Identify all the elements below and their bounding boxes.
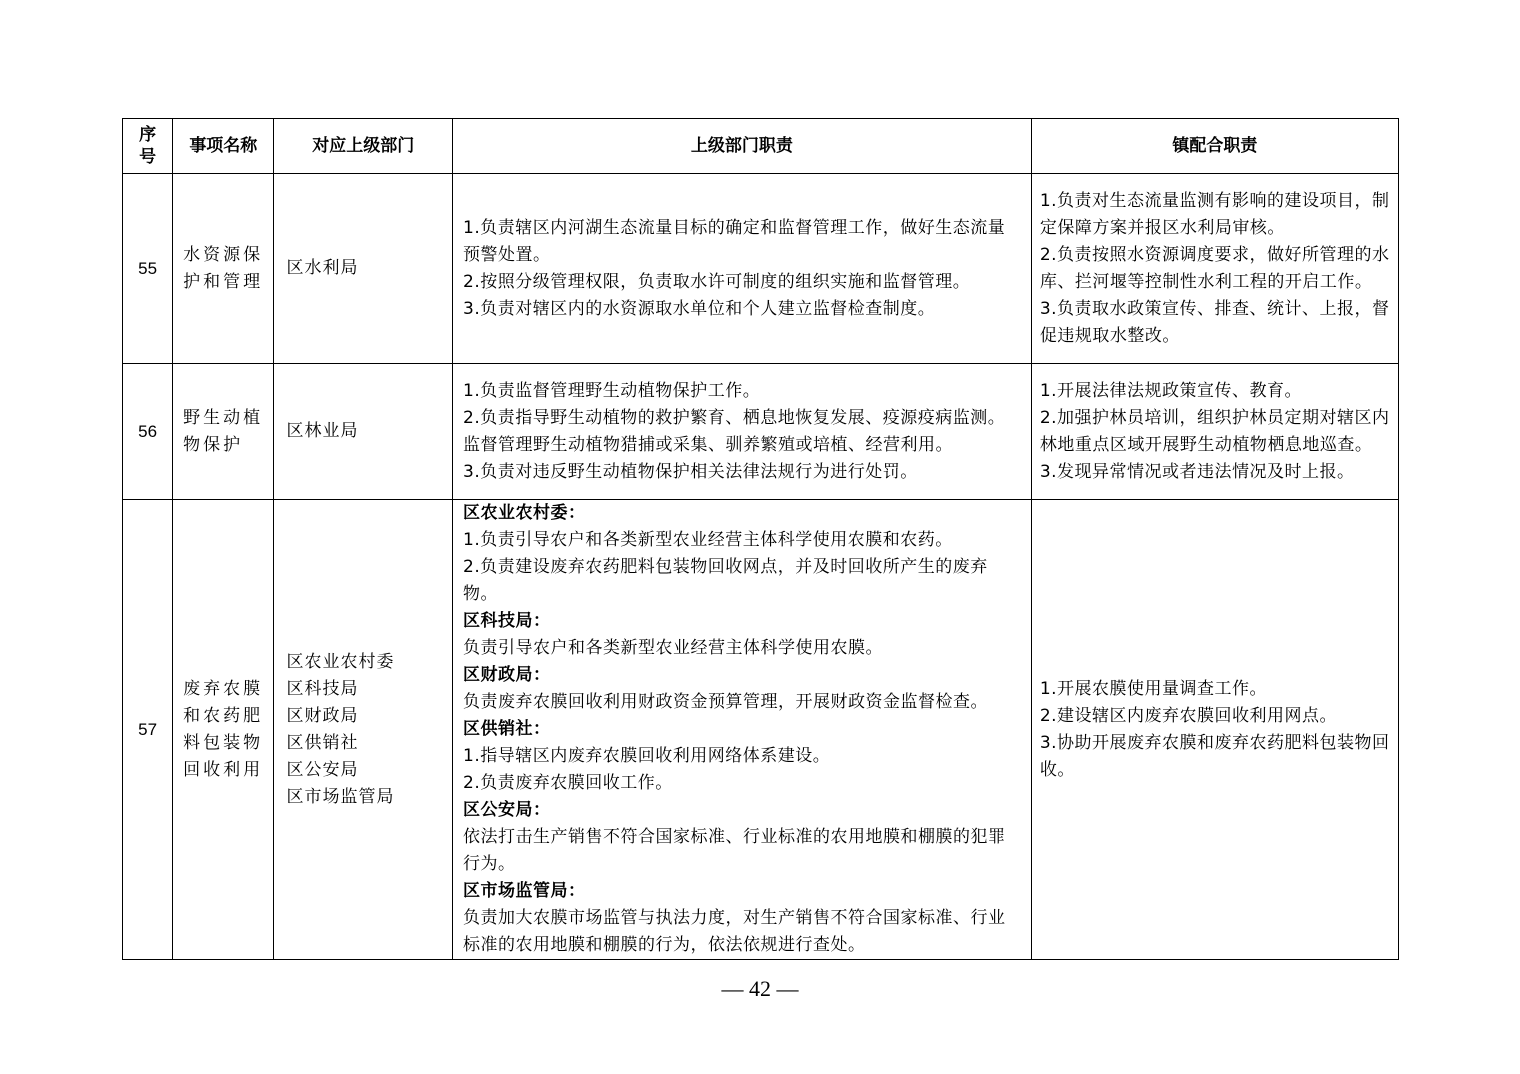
header-town: 镇配合职责 (1031, 119, 1398, 174)
duty-block-text: 1.指导辖区内废弃农膜回收利用网络体系建设。 2.负责废弃农膜回收工作。 (463, 746, 831, 793)
header-seq: 序号 (123, 119, 173, 174)
row-seq: 56 (123, 364, 173, 500)
page-number: — 42 — (721, 976, 799, 1001)
duty-text: 1.负责监督管理野生动植物保护工作。 2.负责指导野生动植物的救护繁育、栖息地恢复发展、疫源疫病监测。监督管理野生动植物猎捕或采集、驯养繁殖或培植、经营利用。 3.负责对违反野生动植物保护相关法律法规行为进行处罚。 (463, 380, 1006, 482)
duty-block-head: 区农业农村委： (463, 503, 586, 523)
row-dept (274, 500, 453, 960)
town-text: 1.开展农膜使用量调查工作。 2.建设辖区内废弃农膜回收利用网点。 3.协助开展废弃农膜和废弃农药肥料包装物回收。 (1039, 678, 1390, 780)
duty-block-head: 区公安局： (463, 800, 551, 820)
dept-text: 区农业农村委 区科技局 区财政局 区供销社 区公安局 区市场监管局 (286, 651, 395, 807)
duty-text: 1.负责辖区内河湖生态流量目标的确定和监督管理工作，做好生态流量预警处置。 2.按照分级管理权限，负责取水许可制度的组织实施和监督管理。 3.负责对辖区内的水资源取水单位和个人建立监督检查制度。 (463, 217, 1006, 319)
row-town (1031, 500, 1398, 960)
table-row (123, 500, 1399, 960)
dept-text: 区水利局 (286, 258, 359, 278)
duty-block-text: 依法打击生产销售不符合国家标准、行业标准的农用地膜和棚膜的犯罪行为。 (463, 827, 1006, 874)
row-name: 野生动植物保护 (173, 364, 274, 500)
row-seq: 55 (123, 174, 173, 364)
duty-block-text: 负责加大农膜市场监管与执法力度，对生产销售不符合国家标准、行业标准的农用地膜和棚膜的行为，依法依规进行查处。 (463, 908, 1006, 955)
duty-block-head: 区供销社： (463, 719, 551, 739)
row-dept (274, 364, 453, 500)
row-dept (274, 174, 453, 364)
row-town (1031, 364, 1398, 500)
row-duty (453, 174, 1032, 364)
duty-block-head: 区财政局： (463, 665, 551, 685)
row-duty (453, 364, 1032, 500)
duty-block-head: 区市场监管局： (463, 881, 586, 901)
duty-block-text: 1.负责引导农户和各类新型农业经营主体科学使用农膜和农药。 2.负责建设废弃农药肥料包装物回收网点，并及时回收所产生的废弃物。 (463, 530, 988, 604)
duty-block-text: 负责引导农户和各类新型农业经营主体科学使用农膜。 (463, 638, 884, 658)
row-seq: 57 (123, 500, 173, 960)
header-dept: 对应上级部门 (274, 119, 453, 174)
dept-text: 区林业局 (286, 421, 359, 441)
row-duty (453, 500, 1032, 960)
table-row (123, 174, 1399, 364)
town-text: 1.负责对生态流量监测有影响的建设项目，制定保障方案并报区水利局审核。 2.负责按照水资源调度要求，做好所管理的水库、拦河堰等控制性水利工程的开启工作。 3.负责取水政策宣传、排查、统计、上报，督促违规取水整改。 (1039, 190, 1390, 346)
header-name: 事项名称 (173, 119, 274, 174)
duty-block-head: 区科技局： (463, 611, 551, 631)
duty-block-text: 负责废弃农膜回收利用财政资金预算管理，开展财政资金监督检查。 (463, 692, 989, 712)
duty-table (122, 118, 1399, 960)
row-name: 水资源保护和管理 (173, 174, 274, 364)
header-duty: 上级部门职责 (453, 119, 1032, 174)
table-row (123, 364, 1399, 500)
table-header-row (123, 119, 1399, 174)
row-name: 废弃农膜和农药肥料包装物回收利用 (173, 500, 274, 960)
row-town (1031, 174, 1398, 364)
town-text: 1.开展法律法规政策宣传、教育。 2.加强护林员培训，组织护林员定期对辖区内林地重点区域开展野生动植物栖息地巡查。 3.发现异常情况或者违法情况及时上报。 (1039, 380, 1390, 482)
